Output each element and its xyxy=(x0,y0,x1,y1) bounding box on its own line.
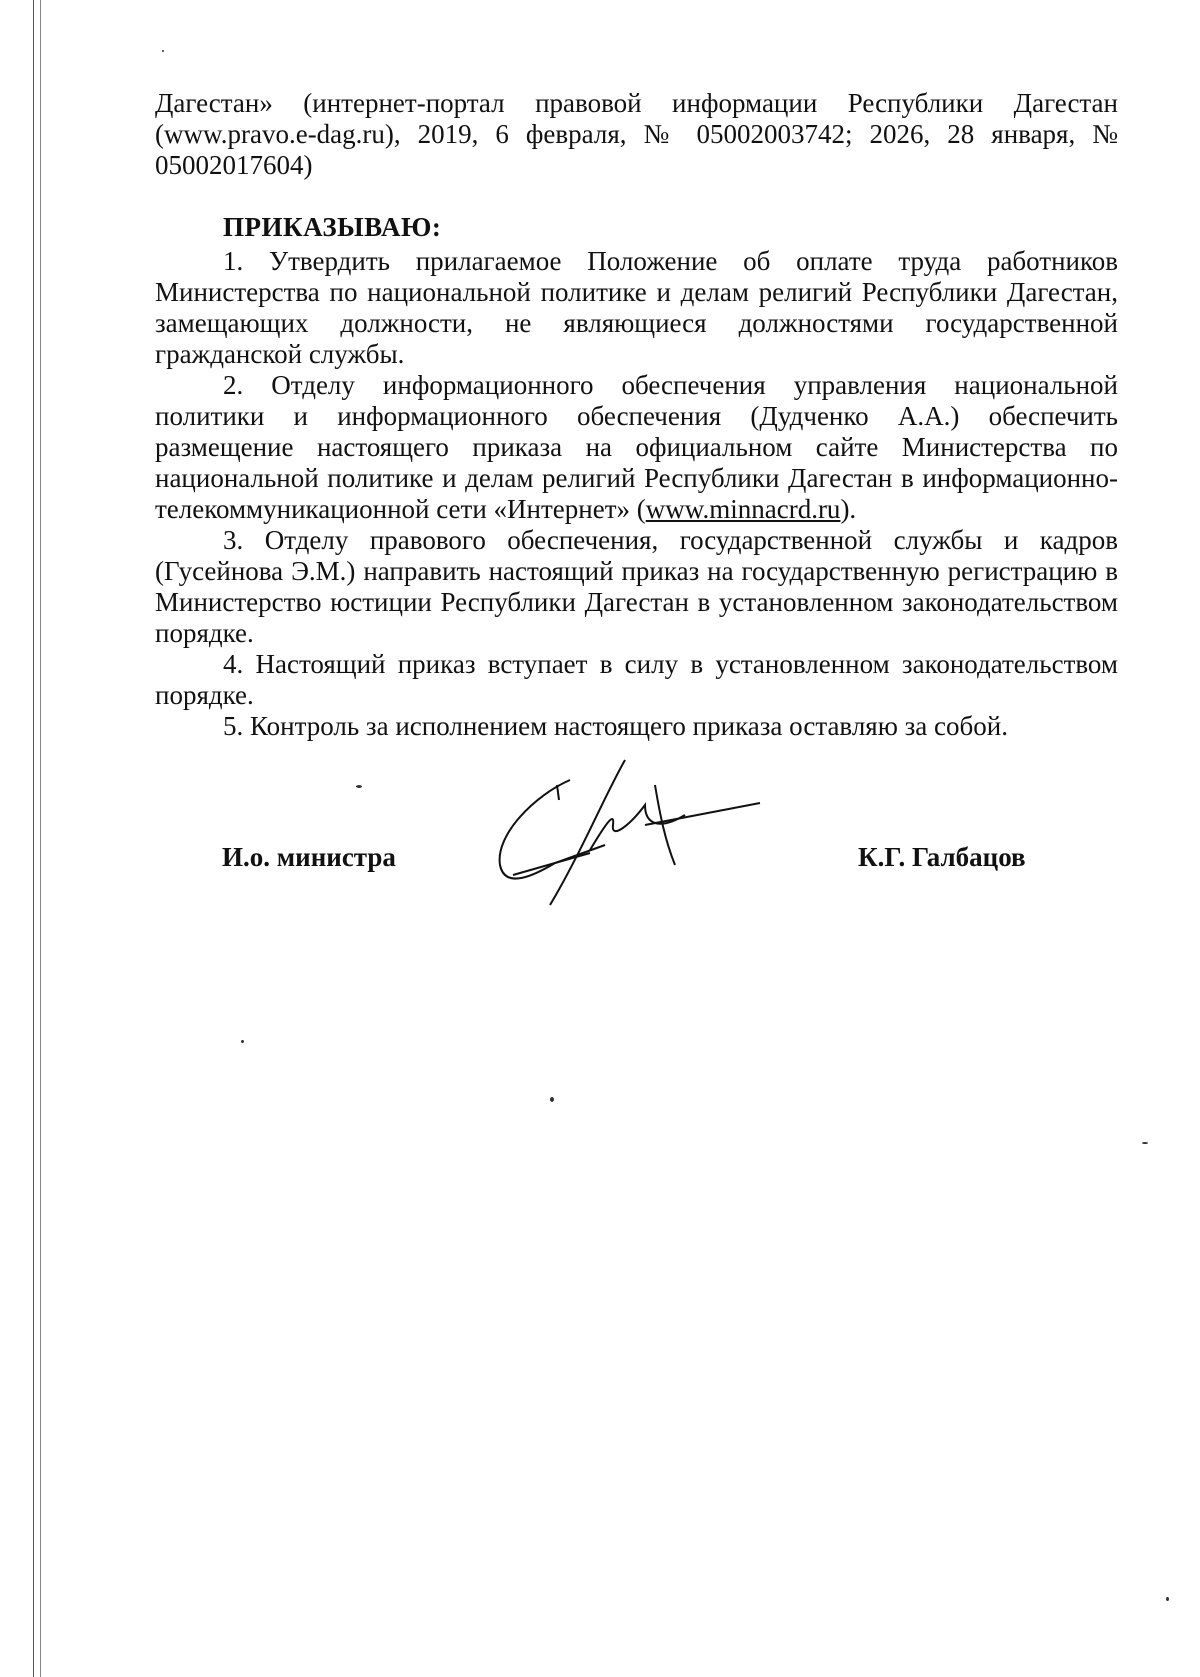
scan-speck xyxy=(550,1097,554,1102)
order-item-2-text: 2. Отделу информационного обеспечения управления национальной политики и информационного обеспечения (Дудченко А.А.) обеспечить размещение настоящего приказа на официальном сайте Министерства по национальной политике и делам религий Республики Дагестан в информационно-телекоммуникационной сети «Интернет» ( xyxy=(155,370,1118,524)
order-item-2-text-end: ). xyxy=(840,494,857,524)
handwritten-signature xyxy=(495,755,805,915)
scan-speck xyxy=(1166,1597,1169,1601)
signatory-name: К.Г. Галбацов xyxy=(858,842,1026,872)
scan-edge-line xyxy=(33,0,34,1677)
scan-speck xyxy=(1142,1142,1148,1144)
order-items xyxy=(155,246,1118,742)
intro-paragraph xyxy=(155,88,1118,181)
website-link[interactable]: www.minnacrd.ru xyxy=(645,494,841,524)
scan-speck xyxy=(162,50,164,52)
order-heading: ПРИКАЗЫВАЮ: xyxy=(223,212,442,242)
order-item-5: 5. Контроль за исполнением настоящего приказа оставляю за собой. xyxy=(223,711,1008,741)
scan-edge-line xyxy=(40,0,41,1677)
signatory-title: И.о. министра xyxy=(222,842,396,872)
scan-speck xyxy=(241,1040,244,1043)
order-item-3: 3. Отделу правового обеспечения, государственной службы и кадров (Гусейнова Э.М.) направить настоящий приказ на государственную регистрацию в Министерство юстиции Республики Дагестан в установленном законодательством порядке. xyxy=(155,525,1118,648)
intro-text: Дагестан» (интернет-портал правовой информации Республики Дагестан (www.pravo.e-dag.ru), 2019, 6 февраля, № 05002003742; 2026, 28 января, № 05002017604) xyxy=(155,88,1118,180)
scan-speck xyxy=(356,785,362,788)
order-item-4: 4. Настоящий приказ вступает в силу в установленном законодательством порядке. xyxy=(155,649,1118,710)
order-item-1: 1. Утвердить прилагаемое Положение об оплате труда работников Министерства по национальной политике и делам религий Республики Дагестан, замещающих должности, не являющиеся должностями государственной гражданской службы. xyxy=(155,246,1118,369)
order-item-2 xyxy=(155,370,1118,525)
